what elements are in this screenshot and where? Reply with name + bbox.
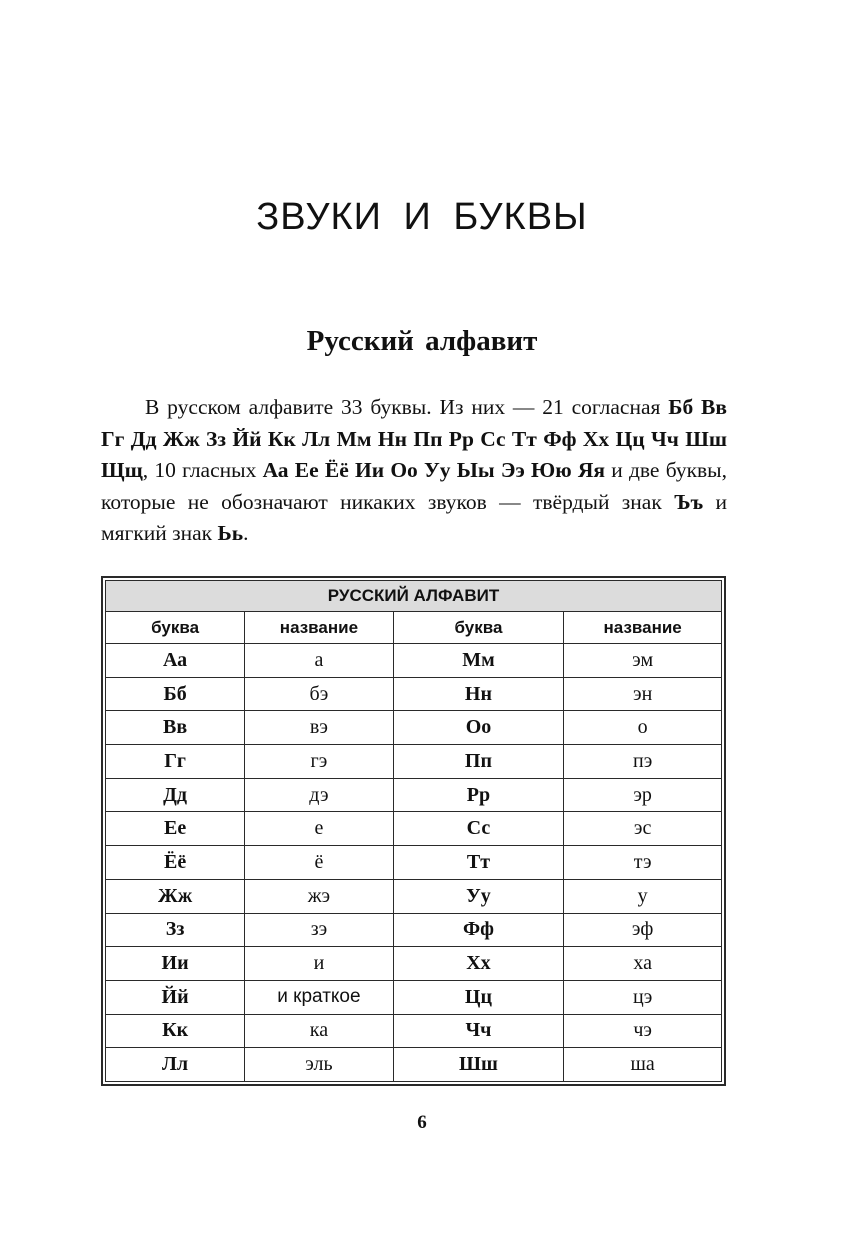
letter-name-cell: чэ bbox=[564, 1014, 722, 1048]
column-header-letter: буква bbox=[393, 612, 564, 644]
intro-text-5: . bbox=[243, 521, 249, 546]
letter-cell: Ее bbox=[106, 812, 245, 846]
soft-sign: Ьь bbox=[217, 521, 244, 546]
letter-name-cell: эс bbox=[564, 812, 722, 846]
letter-cell: Чч bbox=[393, 1014, 564, 1048]
letter-name-cell: и краткое bbox=[245, 980, 393, 1014]
letter-name-cell: вэ bbox=[245, 711, 393, 745]
table-row bbox=[106, 1014, 722, 1048]
table-body bbox=[106, 644, 722, 1082]
table-row bbox=[106, 812, 722, 846]
table-caption: РУССКИЙ АЛФАВИТ bbox=[106, 581, 722, 612]
letter-name-cell: ха bbox=[564, 947, 722, 981]
letter-cell: Вв bbox=[106, 711, 245, 745]
alphabet-table-frame bbox=[101, 576, 726, 1086]
letter-name-cell: эр bbox=[564, 778, 722, 812]
table-row bbox=[106, 644, 722, 678]
letter-cell: Уу bbox=[393, 879, 564, 913]
section-title: Русский алфавит bbox=[306, 325, 538, 357]
intro-text-4: и мягкий знак bbox=[101, 489, 727, 546]
letter-name-cell: зэ bbox=[245, 913, 393, 947]
letter-cell: Тт bbox=[393, 846, 564, 880]
letter-cell: Кк bbox=[106, 1014, 245, 1048]
letter-cell: Оо bbox=[393, 711, 564, 745]
letter-cell: Сс bbox=[393, 812, 564, 846]
letter-name-cell: жэ bbox=[245, 879, 393, 913]
table-row bbox=[106, 980, 722, 1014]
page-number: 6 bbox=[417, 1112, 427, 1133]
letter-cell: Гг bbox=[106, 745, 245, 779]
letter-name-cell: ша bbox=[564, 1048, 722, 1082]
letter-cell: Дд bbox=[106, 778, 245, 812]
letter-name-cell: о bbox=[564, 711, 722, 745]
letter-cell: Зз bbox=[106, 913, 245, 947]
letter-name-cell: е bbox=[245, 812, 393, 846]
letter-cell: Ии bbox=[106, 947, 245, 981]
letter-cell: Фф bbox=[393, 913, 564, 947]
letter-cell: Бб bbox=[106, 677, 245, 711]
letter-name-cell: эф bbox=[564, 913, 722, 947]
hard-sign: Ъъ bbox=[674, 489, 704, 514]
table-row bbox=[106, 947, 722, 981]
letter-name-cell: эль bbox=[245, 1048, 393, 1082]
table-row bbox=[106, 745, 722, 779]
consonant-list: Бб Вв Гг Дд Жж Зз Йй Кк Лл Мм Нн Пп Рр Сс Тт Фф Хх Цц Чч Шш Щщ bbox=[101, 395, 727, 483]
letter-cell: Мм bbox=[393, 644, 564, 678]
column-header-name: название bbox=[564, 612, 722, 644]
letter-name-cell: у bbox=[564, 879, 722, 913]
column-header-name: название bbox=[245, 612, 393, 644]
table-row bbox=[106, 711, 722, 745]
letter-name-cell: ё bbox=[245, 846, 393, 880]
letter-name-cell: и bbox=[245, 947, 393, 981]
chapter-title: ЗВУКИ И БУКВЫ bbox=[256, 196, 588, 238]
letter-name-cell: эн bbox=[564, 677, 722, 711]
letter-cell: Хх bbox=[393, 947, 564, 981]
letter-name-cell: дэ bbox=[245, 778, 393, 812]
letter-cell: Ёё bbox=[106, 846, 245, 880]
intro-text-1: В русском алфавите 33 буквы. Из них — 21 согласная bbox=[145, 395, 669, 419]
table-row bbox=[106, 846, 722, 880]
letter-name-cell: цэ bbox=[564, 980, 722, 1014]
letter-cell: Жж bbox=[106, 879, 245, 913]
letter-cell: Цц bbox=[393, 980, 564, 1014]
letter-cell: Аа bbox=[106, 644, 245, 678]
table-row bbox=[106, 778, 722, 812]
vowel-list: Аа Ее Ёё Ии Оо Уу Ыы Ээ Юю Яя bbox=[262, 458, 606, 483]
letter-name-cell: а bbox=[245, 644, 393, 678]
letter-cell: Нн bbox=[393, 677, 564, 711]
letter-cell: Шш bbox=[393, 1048, 564, 1082]
intro-text-3: и две буквы, которые не обозначают никаких звуков — твёрдый знак bbox=[101, 458, 727, 514]
letter-name-cell: эм bbox=[564, 644, 722, 678]
letter-name-cell: гэ bbox=[245, 745, 393, 779]
table-row bbox=[106, 879, 722, 913]
alphabet-table bbox=[105, 580, 722, 1082]
letter-name-cell: ка bbox=[245, 1014, 393, 1048]
letter-cell: Пп bbox=[393, 745, 564, 779]
table-row bbox=[106, 677, 722, 711]
letter-cell: Рр bbox=[393, 778, 564, 812]
table-row bbox=[106, 913, 722, 947]
letter-name-cell: тэ bbox=[564, 846, 722, 880]
intro-paragraph bbox=[101, 392, 727, 550]
letter-cell: Лл bbox=[106, 1048, 245, 1082]
letter-name-cell: пэ bbox=[564, 745, 722, 779]
column-header-letter: буква bbox=[106, 612, 245, 644]
letter-cell: Йй bbox=[106, 980, 245, 1014]
letter-name-cell: бэ bbox=[245, 677, 393, 711]
table-row bbox=[106, 1048, 722, 1082]
intro-text-2: , 10 гласных bbox=[142, 458, 263, 483]
